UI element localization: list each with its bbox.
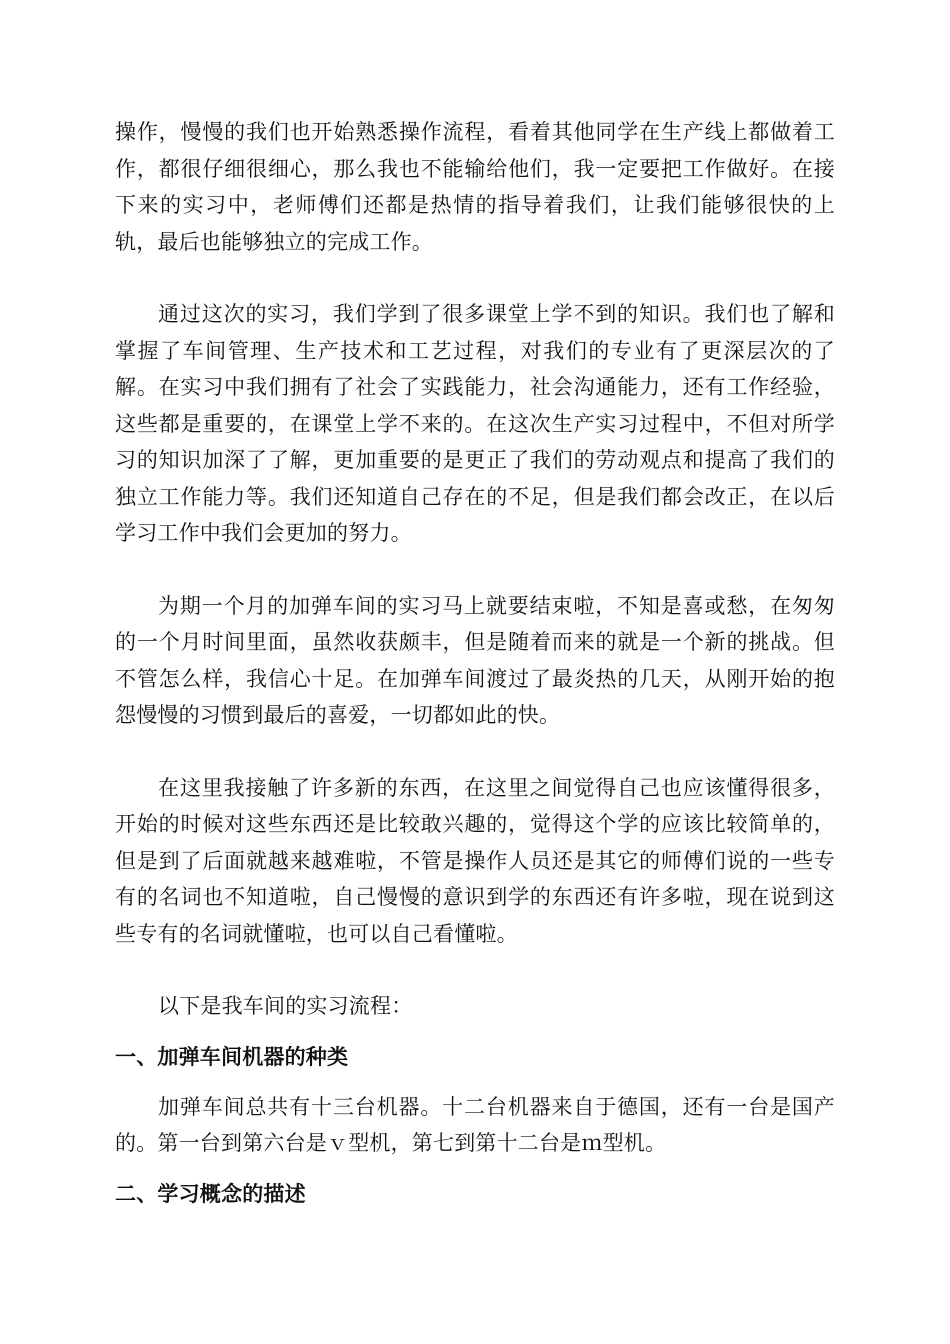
paragraph-continuation: 操作，慢慢的我们也开始熟悉操作流程，看着其他同学在生产线上都做着工作，都很仔细很细心，那么我也不能输给他们，我一定要把工作做好。在接下来的实习中，老师傅们还都是热情的指导着我们，让我们能够很快的上轨，最后也能够独立的完成工作。 — [115, 120, 835, 254]
document-page — [115, 114, 835, 1212]
paragraph-new-things: 在这里我接触了许多新的东西，在这里之间觉得自己也应该懂得很多，开始的时候对这些东西还是比较敢兴趣的，觉得这个学的应该比较简单的，但是到了后面就越来越难啦，不管是操作人员还是其它的师傅们说的一些专有的名词也不知道啦，自己慢慢的意识到学的东西还有许多啦，现在说到这些专有的名词就懂啦，也可以自己看懂啦。 — [115, 775, 835, 946]
paragraph-machine-types: 加弹车间总共有十三台机器。十二台机器来自于德国，还有一台是国产的。第一台到第六台是ｖ型机，第七到第十二台是ｍ型机。 — [115, 1094, 835, 1155]
section-heading-machine-types: 一、加弹车间机器的种类 — [115, 1043, 349, 1069]
paragraph-month-summary: 为期一个月的加弹车间的实习马上就要结束啦，不知是喜或愁，在匆匆的一个月时间里面，虽然收获颇丰，但是随着而来的就是一个新的挑战。但不管怎么样，我信心十足。在加弹车间渡过了最炎热的几天，从刚开始的抱怨慢慢的习惯到最后的喜爱，一切都如此的快。 — [115, 593, 835, 727]
paragraph-process-intro: 以下是我车间的实习流程： — [158, 994, 413, 1018]
paragraph-learning: 通过这次的实习，我们学到了很多课堂上学不到的知识。我们也了解和掌握了车间管理、生产技术和工艺过程，对我们的专业有了更深层次的了解。在实习中我们拥有了社会了实践能力，社会沟通能力，还有工作经验，这些都是重要的，在课堂上学不来的。在这次生产实习过程中，不但对所学习的知识加深了了解，更加重要的是更正了我们的劳动观点和提高了我们的独立工作能力等。我们还知道自己存在的不足，但是我们都会改正，在以后学习工作中我们会更加的努力。 — [115, 302, 835, 545]
section-heading-concepts: 二、学习概念的描述 — [115, 1180, 306, 1206]
